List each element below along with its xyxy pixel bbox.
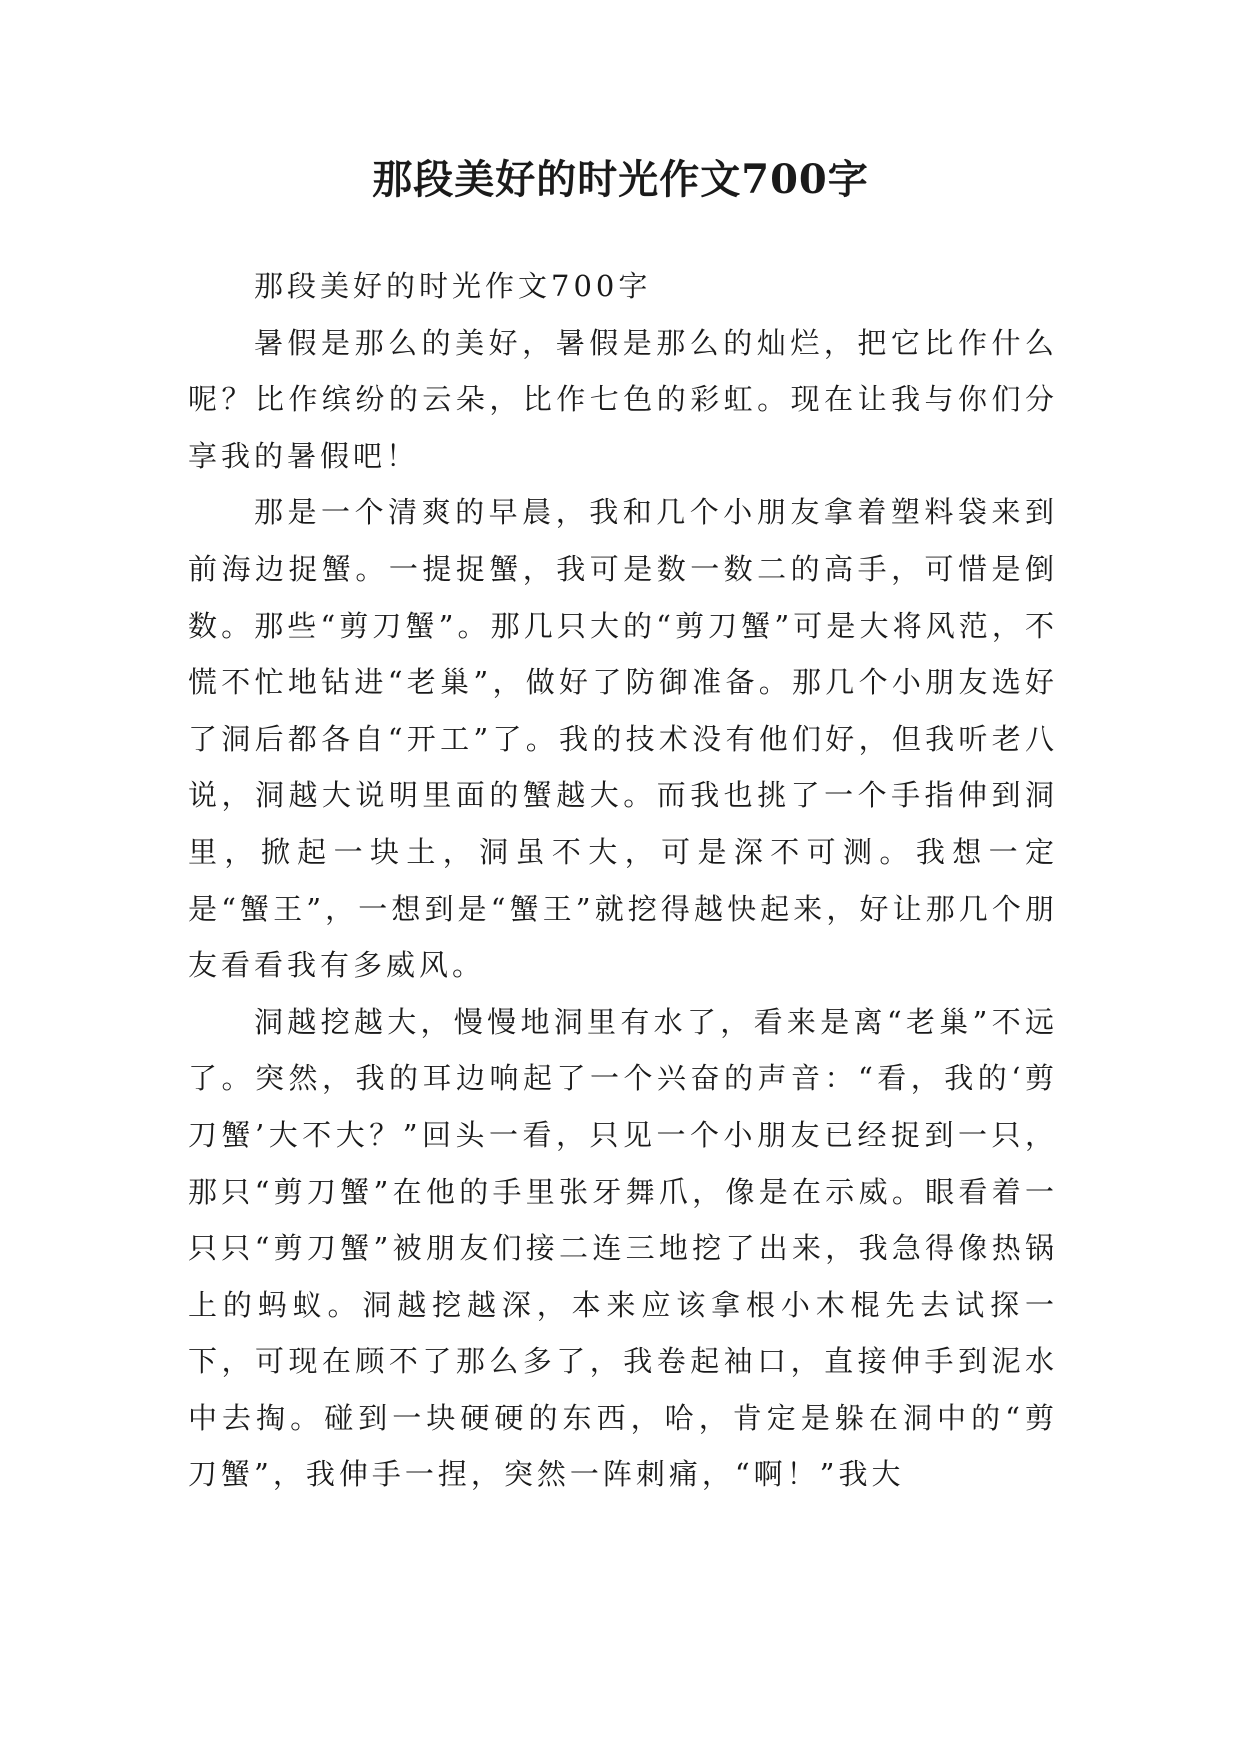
- paragraph-subtitle: 那段美好的时光作文700字: [254, 269, 652, 303]
- paragraph-digging: 洞越挖越大，慢慢地洞里有水了，看来是离“老巢”不远了。突然，我的耳边响起了一个兴奋的声音：“看，我的‘剪刀蟹’大不大？”回头一看，只见一个小朋友已经捉到一只，那只“剪刀蟹”在他的手里张牙舞爪，像是在示威。眼看着一只只“剪刀蟹”被朋友们接二连三地挖了出来，我急得像热锅上的蚂蚁。洞越挖越深，本来应该拿根小木棍先去试探一下，可现在顾不了那么多了，我卷起袖口，直接伸手到泥水中去掏。碰到一块硬硬的东西，哈，肯定是躲在洞中的“剪刀蟹”，我伸手一捏，突然一阵刺痛，“啊！”我大: [188, 1004, 1058, 1492]
- paragraph-intro: 暑假是那么的美好，暑假是那么的灿烂，把它比作什么呢？比作缤纷的云朵，比作七色的彩虹。现在让我与你们分享我的暑假吧！: [188, 325, 1058, 473]
- document-title: 那段美好的时光作文700字: [372, 156, 869, 203]
- paragraph-catching-crabs: 那是一个清爽的早晨，我和几个小朋友拿着塑料袋来到前海边捉蟹。一提捉蟹，我可是数一数二的高手，可惜是倒数。那些“剪刀蟹”。那几只大的“剪刀蟹”可是大将风范，不慌不忙地钻进“老巢”，做好了防御准备。那几个小朋友选好了洞后都各自“开工”了。我的技术没有他们好，但我听老八说，洞越大说明里面的蟹越大。而我也挑了一个手指伸到洞里，掀起一块土，洞虽不大，可是深不可测。我想一定是“蟹王”，一想到是“蟹王”就挖得越快起来，好让那几个朋友看看我有多威风。: [188, 495, 1058, 983]
- document-body: [188, 258, 1058, 1503]
